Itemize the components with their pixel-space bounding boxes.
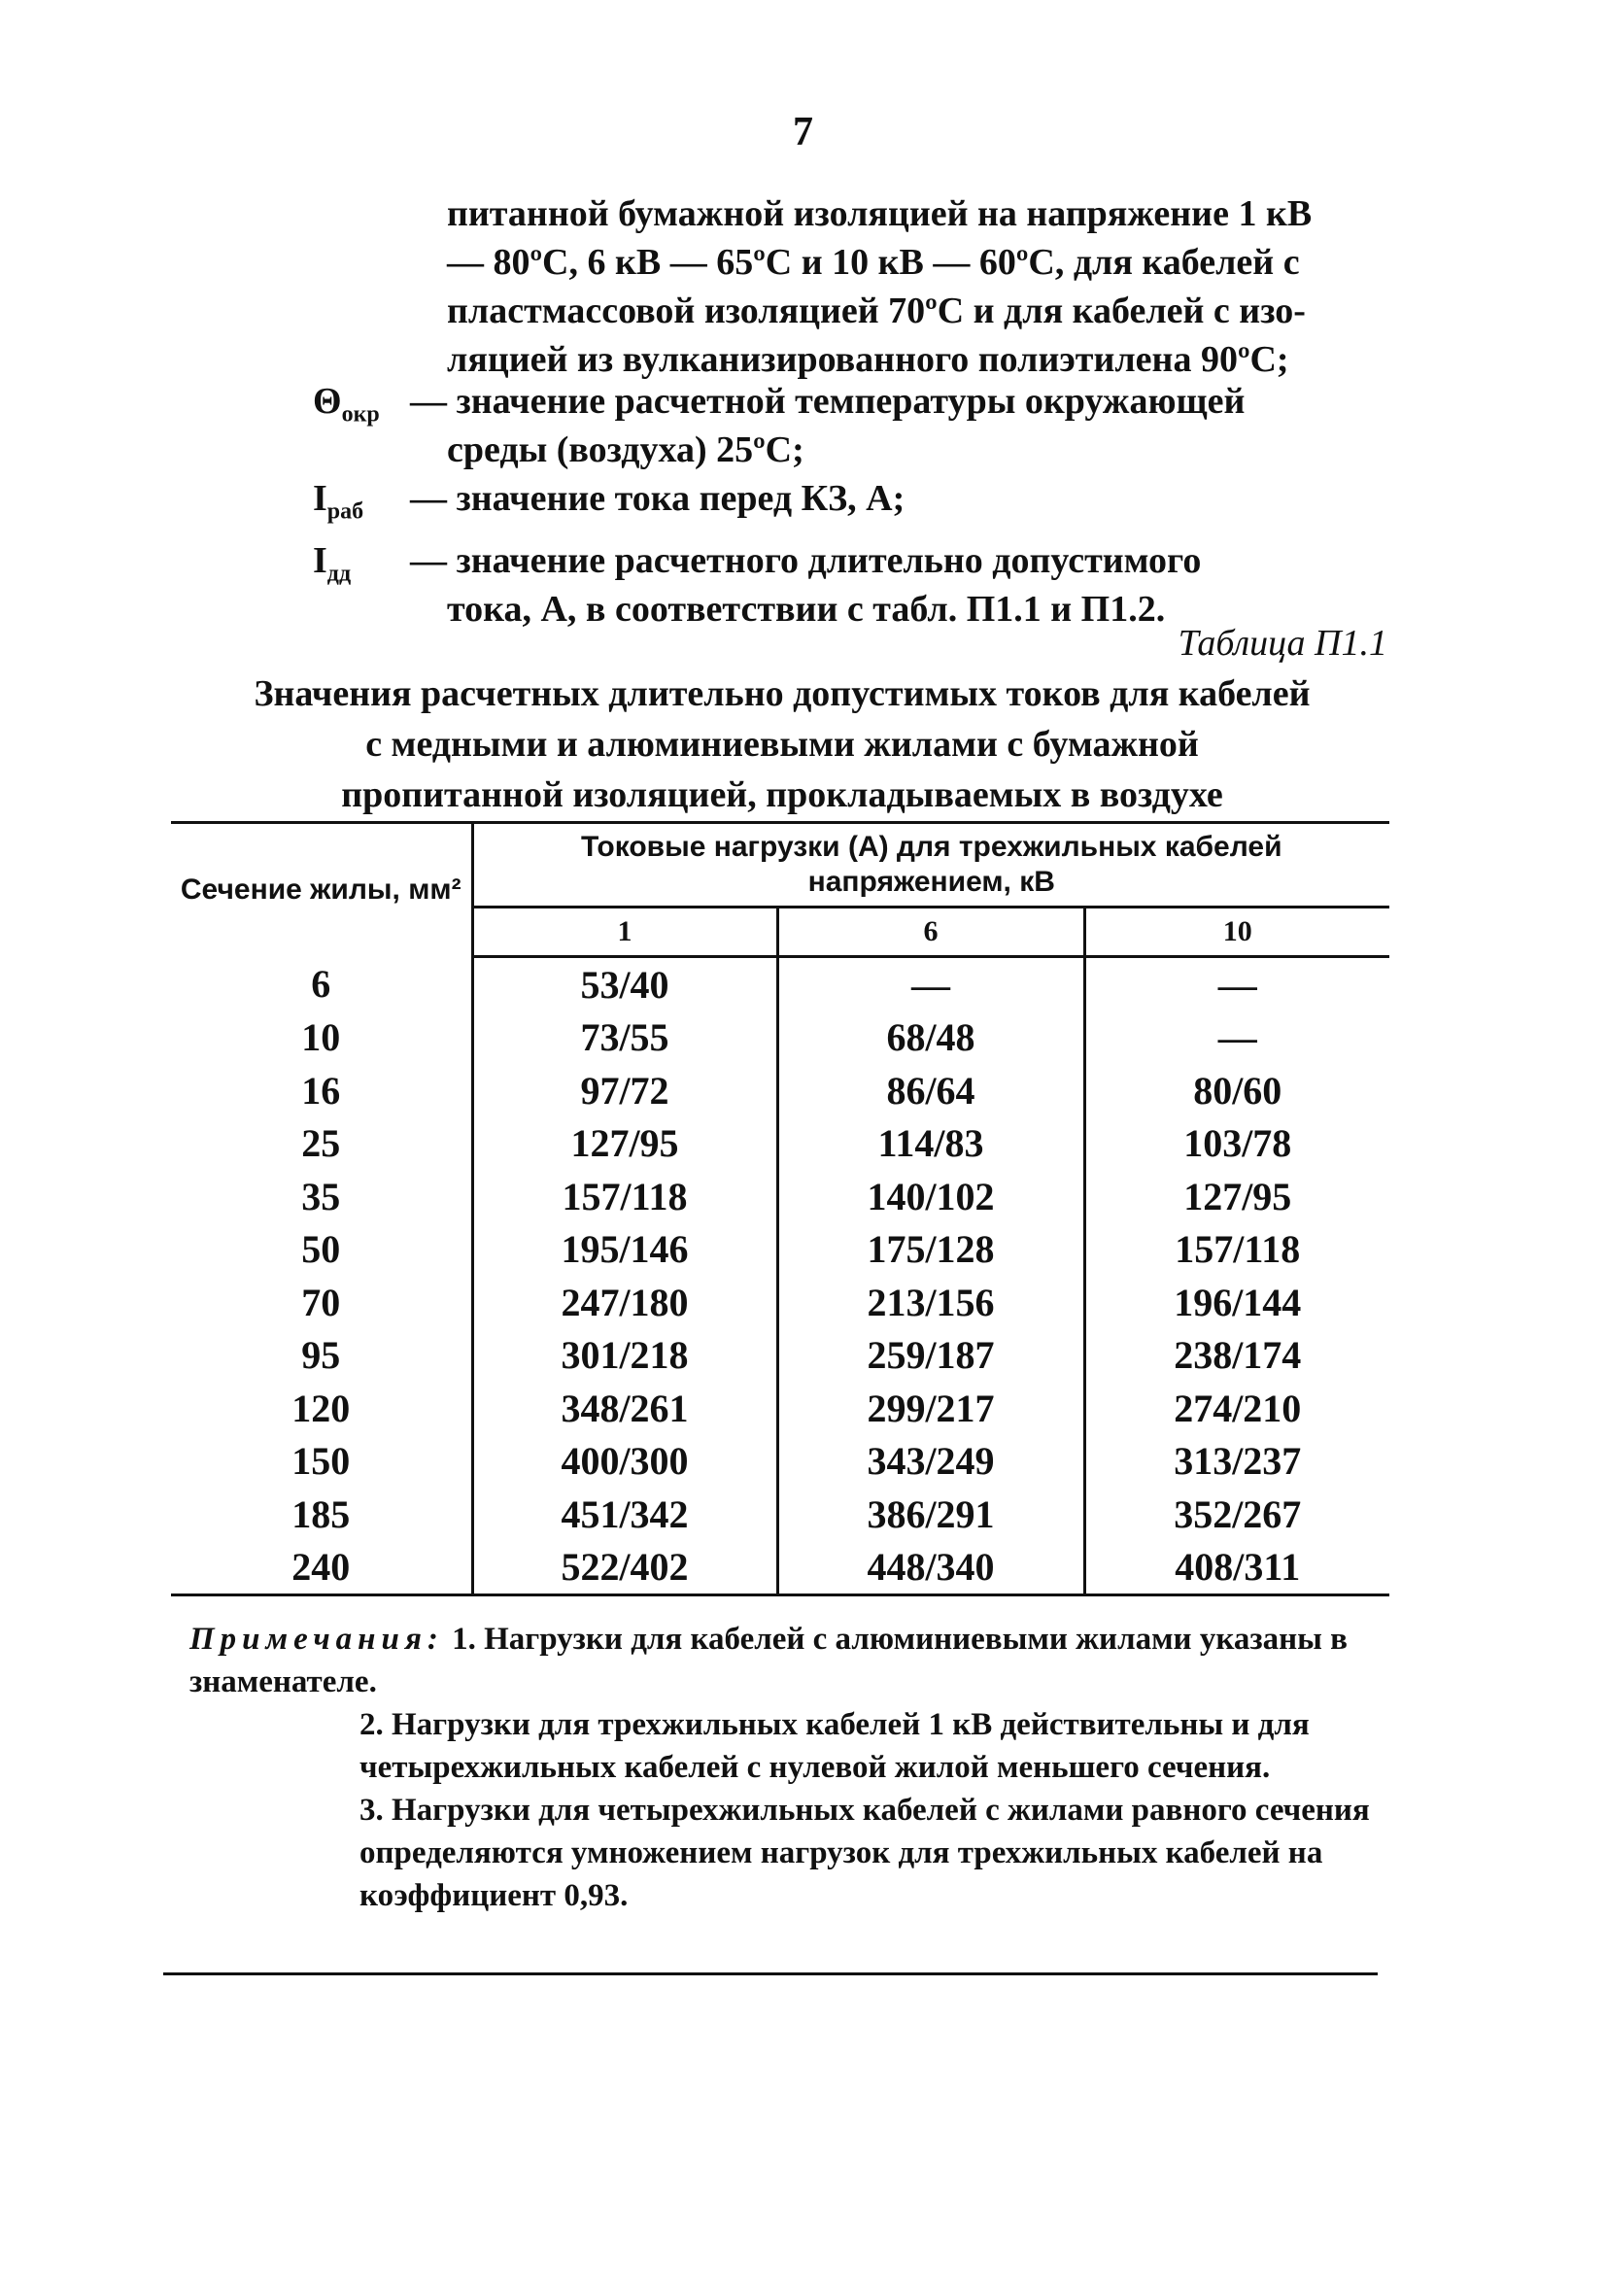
current-cell: 127/95	[472, 1117, 777, 1171]
current-cell: 522/402	[472, 1541, 777, 1595]
current-cell: 86/64	[777, 1064, 1084, 1117]
table-title-line: Значения расчетных длительно допустимых токов для кабелей	[254, 673, 1311, 714]
section-cell: 6	[171, 957, 472, 1011]
definition-symbol: $I_{дд}$	[313, 539, 352, 587]
definition-symbol: $\Theta_{окр}$	[313, 381, 380, 428]
table-row	[171, 1170, 1389, 1223]
section-cell: 240	[171, 1541, 472, 1595]
definition-dash: —	[410, 478, 447, 519]
current-cell: 299/217	[777, 1382, 1084, 1435]
intro-line: пластмассовой изоляцией 70ºC и для кабелей с изо-	[447, 291, 1306, 331]
notes-label: Примечания:	[189, 1622, 444, 1657]
table-row	[171, 1117, 1389, 1171]
definition-dash: —	[410, 381, 447, 422]
definition-continuation: среды (воздуха) 25ºC;	[447, 429, 804, 470]
section-cell: 25	[171, 1117, 472, 1171]
column-header-voltage: 1	[472, 908, 777, 957]
definition-symbol: $I_{раб}$	[313, 478, 364, 525]
current-cell: 73/55	[472, 1011, 777, 1065]
current-cell: 68/48	[777, 1011, 1084, 1065]
current-cell: 238/174	[1174, 1333, 1302, 1378]
table-title-line: с медными и алюминиевыми жилами с бумажной	[365, 724, 1199, 765]
current-cell: 140/102	[777, 1170, 1084, 1223]
note-item: Примечания: 1. Нагрузки для кабелей с алюминиевыми жилами указаны в знаменателе.	[189, 1622, 1348, 1699]
table-row	[171, 1382, 1389, 1435]
current-cell: —	[1217, 1015, 1257, 1060]
current-cell: 195/146	[472, 1223, 777, 1277]
current-cell: 448/340	[777, 1541, 1084, 1595]
section-cell: 35	[171, 1170, 472, 1223]
intro-line: питанной бумажной изоляцией на напряжение 1 кВ	[447, 193, 1313, 234]
table-row	[171, 1064, 1389, 1117]
table-title	[155, 668, 1409, 820]
current-cell: 451/342	[472, 1488, 777, 1541]
bottom-rule	[163, 1972, 1378, 1975]
column-header-voltage: 10	[1084, 908, 1389, 957]
table-row	[171, 1276, 1389, 1329]
current-cell: 386/291	[777, 1488, 1084, 1541]
definitions-list	[313, 377, 1391, 634]
current-cell: 196/144	[1174, 1280, 1302, 1324]
table-row	[171, 957, 1389, 1011]
current-cell: 157/118	[472, 1170, 777, 1223]
section-cell: 16	[171, 1064, 472, 1117]
intro-line: — 80ºC, 6 кВ — 65ºC и 10 кВ — 60ºC, для кабелей с	[447, 242, 1300, 283]
current-cell: 352/267	[1174, 1491, 1302, 1536]
note-item: 3. Нагрузки для четырехжильных кабелей с жилами равного сечения определяются умножением нагрузок для трехжильных кабелей на коэффициент 0,93.	[359, 1793, 1370, 1913]
current-cell: 213/156	[777, 1276, 1084, 1329]
notes	[189, 1618, 1370, 1917]
current-cell: —	[1217, 962, 1257, 1007]
column-header-section: Сечение жилы, мм²	[171, 823, 472, 957]
table-row	[171, 1488, 1389, 1541]
current-cell: 348/261	[472, 1382, 777, 1435]
current-cell: 127/95	[1183, 1174, 1292, 1218]
table-row	[171, 1223, 1389, 1277]
intro-paragraph	[447, 189, 1389, 384]
current-cell: 80/60	[1193, 1068, 1282, 1113]
section-cell: 70	[171, 1276, 472, 1329]
section-cell: 150	[171, 1435, 472, 1489]
section-cell: 120	[171, 1382, 472, 1435]
current-cell: 313/237	[1174, 1439, 1302, 1484]
definition-dash: —	[410, 539, 447, 581]
current-cell: 97/72	[472, 1064, 777, 1117]
current-cell: 259/187	[777, 1329, 1084, 1383]
table-row	[171, 1541, 1389, 1595]
definition-continuation: тока, А, в соответствии с табл. П1.1 и П1.2.	[447, 588, 1166, 630]
current-cell: 103/78	[1183, 1121, 1292, 1166]
definition-text: значение тока перед КЗ, А;	[456, 478, 906, 519]
current-cell: —	[777, 957, 1084, 1011]
page-number: 7	[793, 110, 813, 154]
section-cell: 95	[171, 1329, 472, 1383]
definition-text: значение расчетной температуры окружающей	[456, 381, 1246, 422]
current-cell: 247/180	[472, 1276, 777, 1329]
table-row	[171, 1435, 1389, 1489]
column-header-group: Токовые нагрузки (А) для трехжильных кабелей напряжением, кВ	[472, 823, 1389, 908]
definition-item	[313, 474, 1391, 536]
current-cell: 400/300	[472, 1435, 777, 1489]
current-cell: 274/210	[1174, 1386, 1302, 1430]
section-cell: 10	[171, 1011, 472, 1065]
current-cell: 408/311	[1084, 1541, 1389, 1595]
current-cell: 343/249	[777, 1435, 1084, 1489]
note-item: 2. Нагрузки для трехжильных кабелей 1 кВ действительны и для четырехжильных кабелей с нулевой жилой меньшего сечения.	[359, 1707, 1310, 1785]
current-cell: 301/218	[472, 1329, 777, 1383]
current-cell: 114/83	[777, 1117, 1084, 1171]
current-ratings-table	[171, 821, 1389, 1596]
table-row	[171, 1011, 1389, 1065]
definition-item	[313, 536, 1391, 634]
table-row	[171, 1329, 1389, 1383]
current-cell: 53/40	[472, 957, 777, 1011]
section-cell: 50	[171, 1223, 472, 1277]
section-cell: 185	[171, 1488, 472, 1541]
column-header-voltage: 6	[777, 908, 1084, 957]
current-cell: 175/128	[777, 1223, 1084, 1277]
table-label: Таблица П1.1	[1178, 623, 1387, 664]
definition-text: значение расчетного длительно допустимого	[456, 539, 1202, 581]
definition-item	[313, 377, 1391, 474]
current-cell: 157/118	[1175, 1227, 1301, 1272]
table-title-line: пропитанной изоляцией, прокладываемых в воздухе	[341, 774, 1223, 815]
intro-line: ляцией из вулканизированного полиэтилена 90ºC;	[447, 339, 1289, 380]
